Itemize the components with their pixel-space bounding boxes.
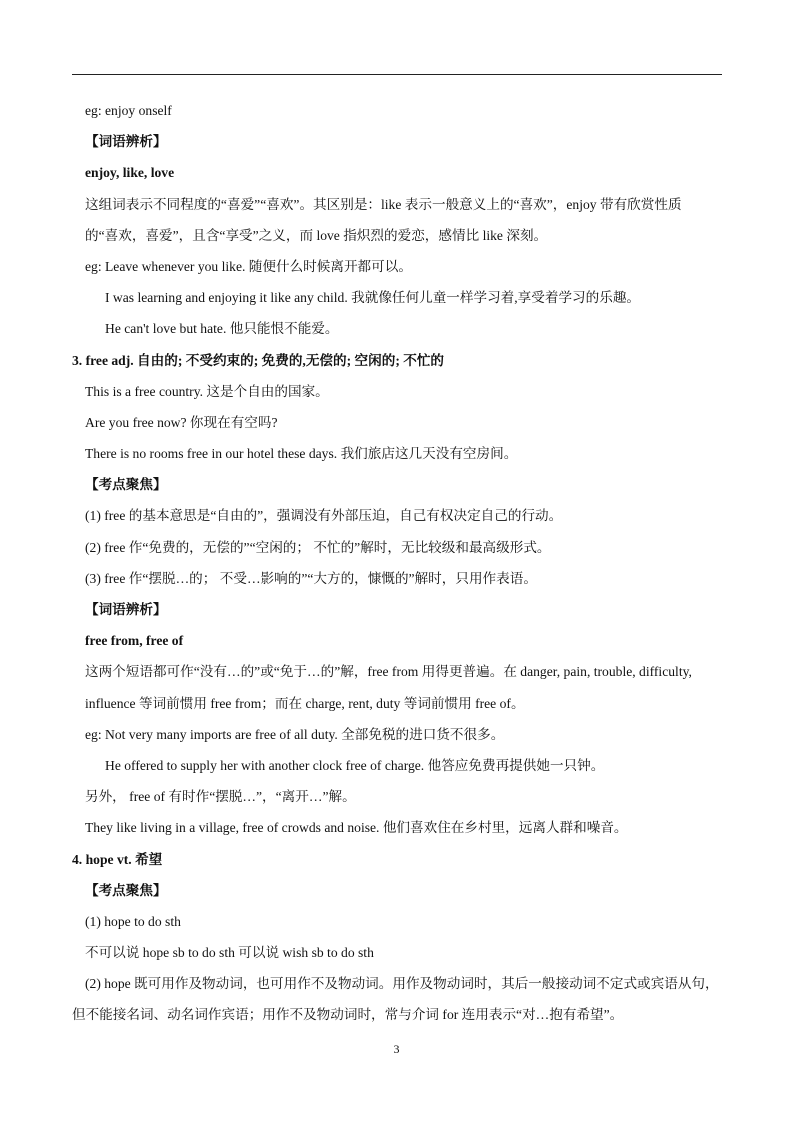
text-line: Are you free now? 你现在有空吗? xyxy=(85,414,278,430)
text-line: They like living in a village, free of crowds and noise. 他们喜欢住在乡村里，远离人群和噪音。 xyxy=(85,820,628,836)
text-line: eg: enjoy onself xyxy=(85,103,172,118)
text-line: He offered to supply her with another clock free of charge. 他答应免费再提供她一只钟。 xyxy=(105,757,605,773)
text-line: (3) free 作“摆脱…的； 不受…影响的”“大方的，慷慨的”解时，只用作表语。 xyxy=(85,570,537,586)
text-line: 这两个短语都可作“没有…的”或“免于…的”解，free from 用得更普遍。在 danger, pain, trouble, difficulty, xyxy=(85,664,692,680)
text-line: (1) hope to do sth xyxy=(85,913,181,929)
text-line: influence 等词前惯用 free from；而在 charge, rent, duty 等词前惯用 free of。 xyxy=(85,695,525,711)
page-number: 3 xyxy=(393,1042,400,1056)
heading-line: 【词语辨析】 xyxy=(85,602,167,617)
text-line: 另外， free of 有时作“摆脱…”，“离开…”解。 xyxy=(85,789,356,805)
text-line: (2) hope 既可用作及物动词，也可用作不及物动词。用作及物动词时，其后一般接动词不定式或宾语从句， xyxy=(85,976,719,992)
heading-line: enjoy, like, love xyxy=(85,165,175,181)
text-line: 这组词表示不同程度的“喜爱”“喜欢”。其区别是：like 表示一般意义上的“喜欢”，enjoy 带有欣赏性质 xyxy=(85,196,682,212)
text-line: I was learning and enjoying it like any child. 我就像任何儿童一样学习着,享受着学习的乐趣。 xyxy=(105,290,641,306)
document-body xyxy=(0,95,793,1031)
text-line: 的“喜欢，喜爱”，且含“享受”之义，而 love 指炽烈的爱恋，感情比 like 深刻。 xyxy=(85,227,548,243)
text-line: eg: Not very many imports are free of all duty. 全部免税的进口货不很多。 xyxy=(85,726,505,742)
text-line: eg: Leave whenever you like. 随便什么时候离开都可以。 xyxy=(85,258,412,274)
heading-line: 【考点聚焦】 xyxy=(85,477,167,493)
text-line: 不可以说 hope sb to do sth 可以说 wish sb to do sth xyxy=(85,945,374,961)
heading-line: 4. hope vt. 希望 xyxy=(72,851,163,867)
text-line: There is no rooms free in our hotel these days. 我们旅店这几天没有空房间。 xyxy=(85,446,518,462)
text-line: He can't love but hate. 他只能恨不能爱。 xyxy=(105,321,339,337)
text-line: (2) free 作“免费的，无偿的”“空闲的； 不忙的”解时，无比较级和最高级形式。 xyxy=(85,539,551,555)
text-line: (1) free 的基本意思是“自由的”，强调没有外部压迫，自己有权决定自己的行动。 xyxy=(85,508,563,524)
heading-line: 【考点聚焦】 xyxy=(85,882,167,898)
heading-line: 【词语辨析】 xyxy=(85,134,167,150)
heading-line: 3. free adj. 自由的; 不受约束的; 免费的,无偿的; 空闲的; 不忙的 xyxy=(72,352,445,368)
text-line: This is a free country. 这是个自由的国家。 xyxy=(85,383,329,399)
header-rule xyxy=(72,74,722,75)
text-line: 但不能接名词、动名词作宾语；用作不及物动词时，常与介词 for 连用表示“对…抱有希望”。 xyxy=(72,1007,624,1023)
heading-line: free from, free of xyxy=(85,633,184,649)
